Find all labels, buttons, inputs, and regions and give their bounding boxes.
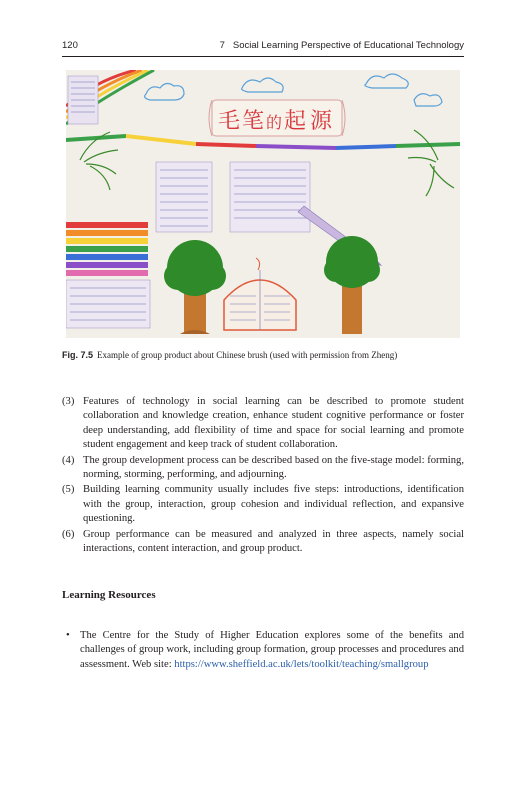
list-item bbox=[62, 528, 464, 557]
title-char-5: 源 bbox=[310, 109, 333, 134]
resource-list-item bbox=[62, 629, 464, 672]
title-char-1: 毛 bbox=[218, 109, 241, 134]
text-box-left bbox=[156, 162, 212, 232]
section-heading-learning-resources: Learning Resources bbox=[62, 589, 156, 601]
numbered-list bbox=[62, 395, 464, 557]
list-text: Building learning community usually includes five steps: introductions, identification with the group, interaction, group cohesion and individual reflection, and expansive questioning. bbox=[83, 484, 464, 525]
header-rule bbox=[62, 56, 464, 57]
figure-group-poster bbox=[66, 70, 460, 338]
list-text: Features of technology in social learning can be described to promote student collaboration and knowledge creation, enhance student cognitive performance or foster deep understanding, add flexibility of time and space for social learning and promote student engagement and keep track of student collaboration. bbox=[83, 396, 464, 451]
bullet: • bbox=[66, 630, 70, 641]
page-number: 120 bbox=[62, 40, 78, 51]
title-char-3: 的 bbox=[266, 113, 283, 132]
list-number: (3) bbox=[62, 396, 75, 407]
text-box-center bbox=[230, 162, 310, 232]
list-item bbox=[62, 395, 464, 453]
figure-caption bbox=[62, 349, 464, 361]
resource-text-block bbox=[62, 629, 464, 672]
title-char-2: 笔 bbox=[242, 109, 265, 134]
list-item bbox=[62, 454, 464, 483]
resource-link[interactable]: https://www.sheffield.ac.uk/lets/toolkit/teaching/smallgroup bbox=[174, 658, 429, 670]
running-header bbox=[62, 40, 464, 54]
list-text: The group development process can be described based on the five-stage model: forming, norming, storming, performing, and adjourning. bbox=[83, 454, 464, 481]
rainbow-stripes-left bbox=[66, 222, 148, 276]
caption-text: Example of group product about Chinese brush (used with permission from Zheng) bbox=[97, 350, 398, 360]
figure-label: Fig. 7.5 bbox=[62, 350, 94, 360]
running-title: 7 Social Learning Perspective of Educational Technology bbox=[219, 40, 464, 51]
poster-title-chars bbox=[218, 109, 333, 134]
list-item bbox=[62, 483, 464, 526]
list-number: (4) bbox=[62, 454, 75, 466]
resource-description: The Centre for the Study of Higher Education explores some of the benefits and challenges of group work, including group formation, group processes and procedures and assessment. Web site: bbox=[80, 630, 464, 670]
title-char-4: 起 bbox=[284, 109, 307, 134]
list-text: Group performance can be measured and analyzed in three aspects, namely social interactions, content interaction, and group product. bbox=[83, 528, 464, 555]
list-number: (5) bbox=[62, 484, 75, 496]
list-number: (6) bbox=[62, 528, 75, 540]
poster-drawing bbox=[66, 70, 460, 338]
